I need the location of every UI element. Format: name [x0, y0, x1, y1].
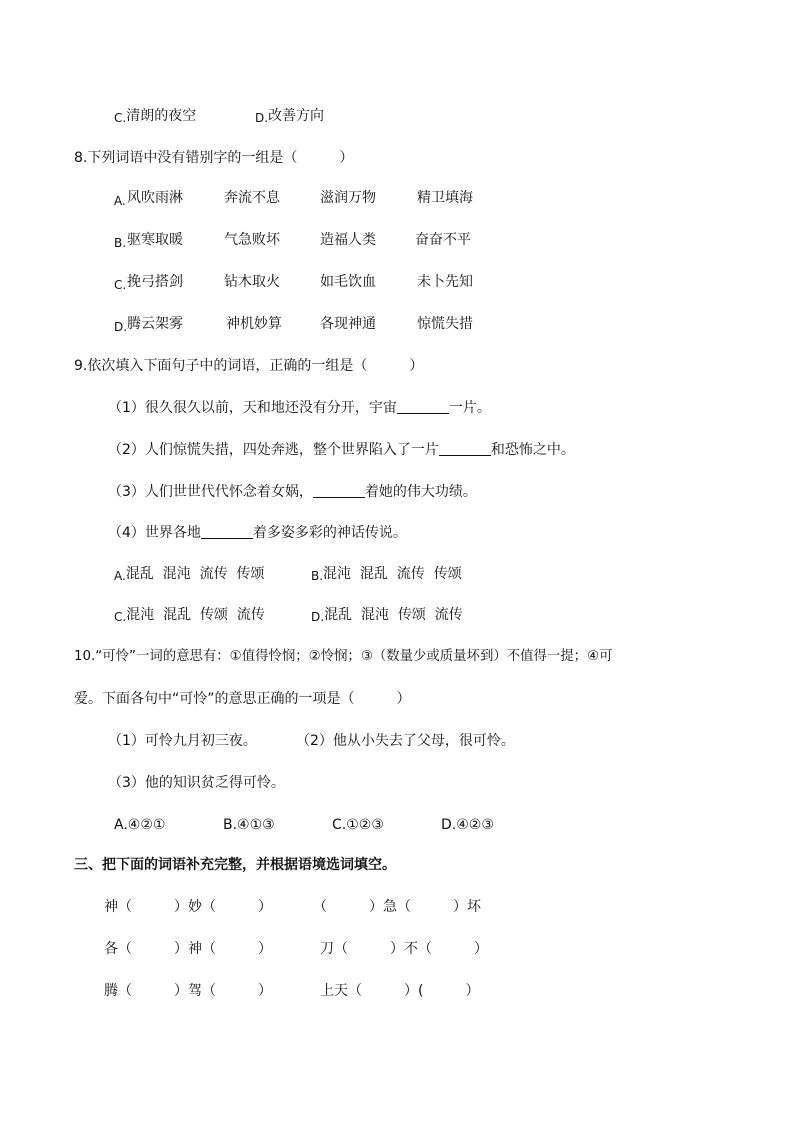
option-letter: D.: [255, 111, 269, 125]
section-3-title: 三、把下面的词语补充完整，并根据语境选词填空。: [74, 857, 396, 873]
option-letter: D.: [311, 610, 325, 624]
word: 各现神通: [320, 316, 376, 332]
q9-option-b: [311, 564, 462, 586]
option-text: 混乱 混沌 流传 传颂: [125, 566, 265, 582]
word: 奋奋不平: [415, 232, 471, 248]
idiom-blank-6: 上天（ ）( ）: [320, 983, 480, 999]
word: 惊慌失措: [417, 316, 473, 332]
q9-sentence-3: [108, 482, 477, 502]
q9-sentence-2: [108, 440, 575, 460]
option-letter: C.: [114, 610, 127, 624]
q10-stem-line-2: 爱。下面各句中“可怜”的意思正确的一项是（ ）: [74, 691, 411, 707]
option-text: 混沌 混乱 流传 传颂: [323, 566, 462, 582]
q9-sentence-1: [108, 398, 491, 418]
sentence-text: （2）人们惊慌失措，四处奔逃，整个世界陷入了一片: [108, 442, 439, 458]
q10-option-b: B.④①③: [223, 817, 275, 833]
word: 气急败坏: [224, 232, 280, 248]
q9-option-c: [114, 605, 265, 627]
sentence-text: 着多姿多彩的神话传说。: [252, 525, 407, 541]
q9-sentence-4: [108, 523, 407, 543]
option-text: 清朗的夜空: [126, 108, 197, 124]
sentence-text: （3）人们世世代代怀念着女娲，: [108, 484, 313, 500]
sentence-text: 着她的伟大功绩。: [364, 484, 477, 500]
word: 驱寒取暖: [127, 232, 183, 248]
q10-stem-line-1: 10.“可怜”一词的意思有：①值得怜悯；②怜悯；③（数量少或质量坏到）不值得一提；④可: [74, 649, 613, 664]
word: 风吹雨淋: [127, 190, 183, 206]
fill-blank: [201, 524, 253, 539]
q10-option-c: C.①②③: [332, 817, 384, 833]
sentence-text: 一片。: [448, 400, 491, 416]
idiom-blank-2: （ ）急（ ）坏: [313, 899, 481, 915]
option-letter: C.: [114, 278, 127, 292]
idiom-blank-1: 神（ ）妙（ ）: [104, 899, 272, 915]
fill-blank: [313, 483, 365, 498]
idiom-blank-4: 刀（ ）不（ ）: [320, 941, 488, 957]
fill-blank: [397, 399, 449, 414]
option-letter: A.: [114, 569, 126, 583]
q9-option-d: [311, 605, 463, 627]
word: 未卜先知: [417, 274, 473, 290]
q10-option-d: D.④②③: [441, 817, 494, 833]
option-letter: A.: [114, 194, 126, 208]
q10-sentence-3: （3）他的知识贫乏得可怜。: [108, 775, 285, 791]
option-text: 混沌 混乱 传颂 流传: [126, 607, 265, 623]
word: 奔流不息: [224, 190, 280, 206]
word: 神机妙算: [226, 316, 282, 332]
q9-stem: 9.依次填入下面句子中的词语，正确的一组是（ ）: [74, 358, 424, 374]
option-letter: B.: [311, 569, 324, 583]
q10-option-a: A.④②①: [114, 817, 166, 833]
q8-stem: 8.下列词语中没有错别字的一组是（ ）: [74, 150, 354, 166]
q10-sentence-1: （1）可怜九月初三夜。: [108, 733, 257, 749]
sentence-text: （1）很久很久以前，天和地还没有分开，宇宙: [108, 400, 397, 416]
idiom-blank-5: 腾（ ）驾（ ）: [104, 983, 272, 999]
q10-sentence-2: （2）他从小失去了父母，很可怜。: [296, 733, 515, 749]
option-letter: D.: [114, 320, 128, 334]
idiom-blank-3: 各（ ）神（ ）: [104, 941, 272, 957]
option-text: 改善方向: [268, 108, 325, 124]
word: 钻木取火: [224, 274, 280, 290]
word: 腾云架雾: [127, 316, 183, 332]
word: 如毛饮血: [320, 274, 376, 290]
sentence-text: 和恐怖之中。: [490, 442, 575, 458]
word: 精卫填海: [417, 190, 473, 206]
q9-option-a: [114, 564, 265, 586]
option-text: 混乱 混沌 传颂 流传: [324, 607, 463, 623]
word: 挽弓搭剑: [127, 274, 183, 290]
option-letter: C.: [114, 111, 127, 125]
q7-option-c: [114, 106, 196, 128]
fill-blank: [439, 441, 491, 456]
option-letter: B.: [114, 236, 127, 250]
q7-option-d: [255, 106, 324, 128]
word: 滋润万物: [320, 190, 376, 206]
sentence-text: （4）世界各地: [108, 525, 201, 541]
word: 造福人类: [320, 232, 376, 248]
